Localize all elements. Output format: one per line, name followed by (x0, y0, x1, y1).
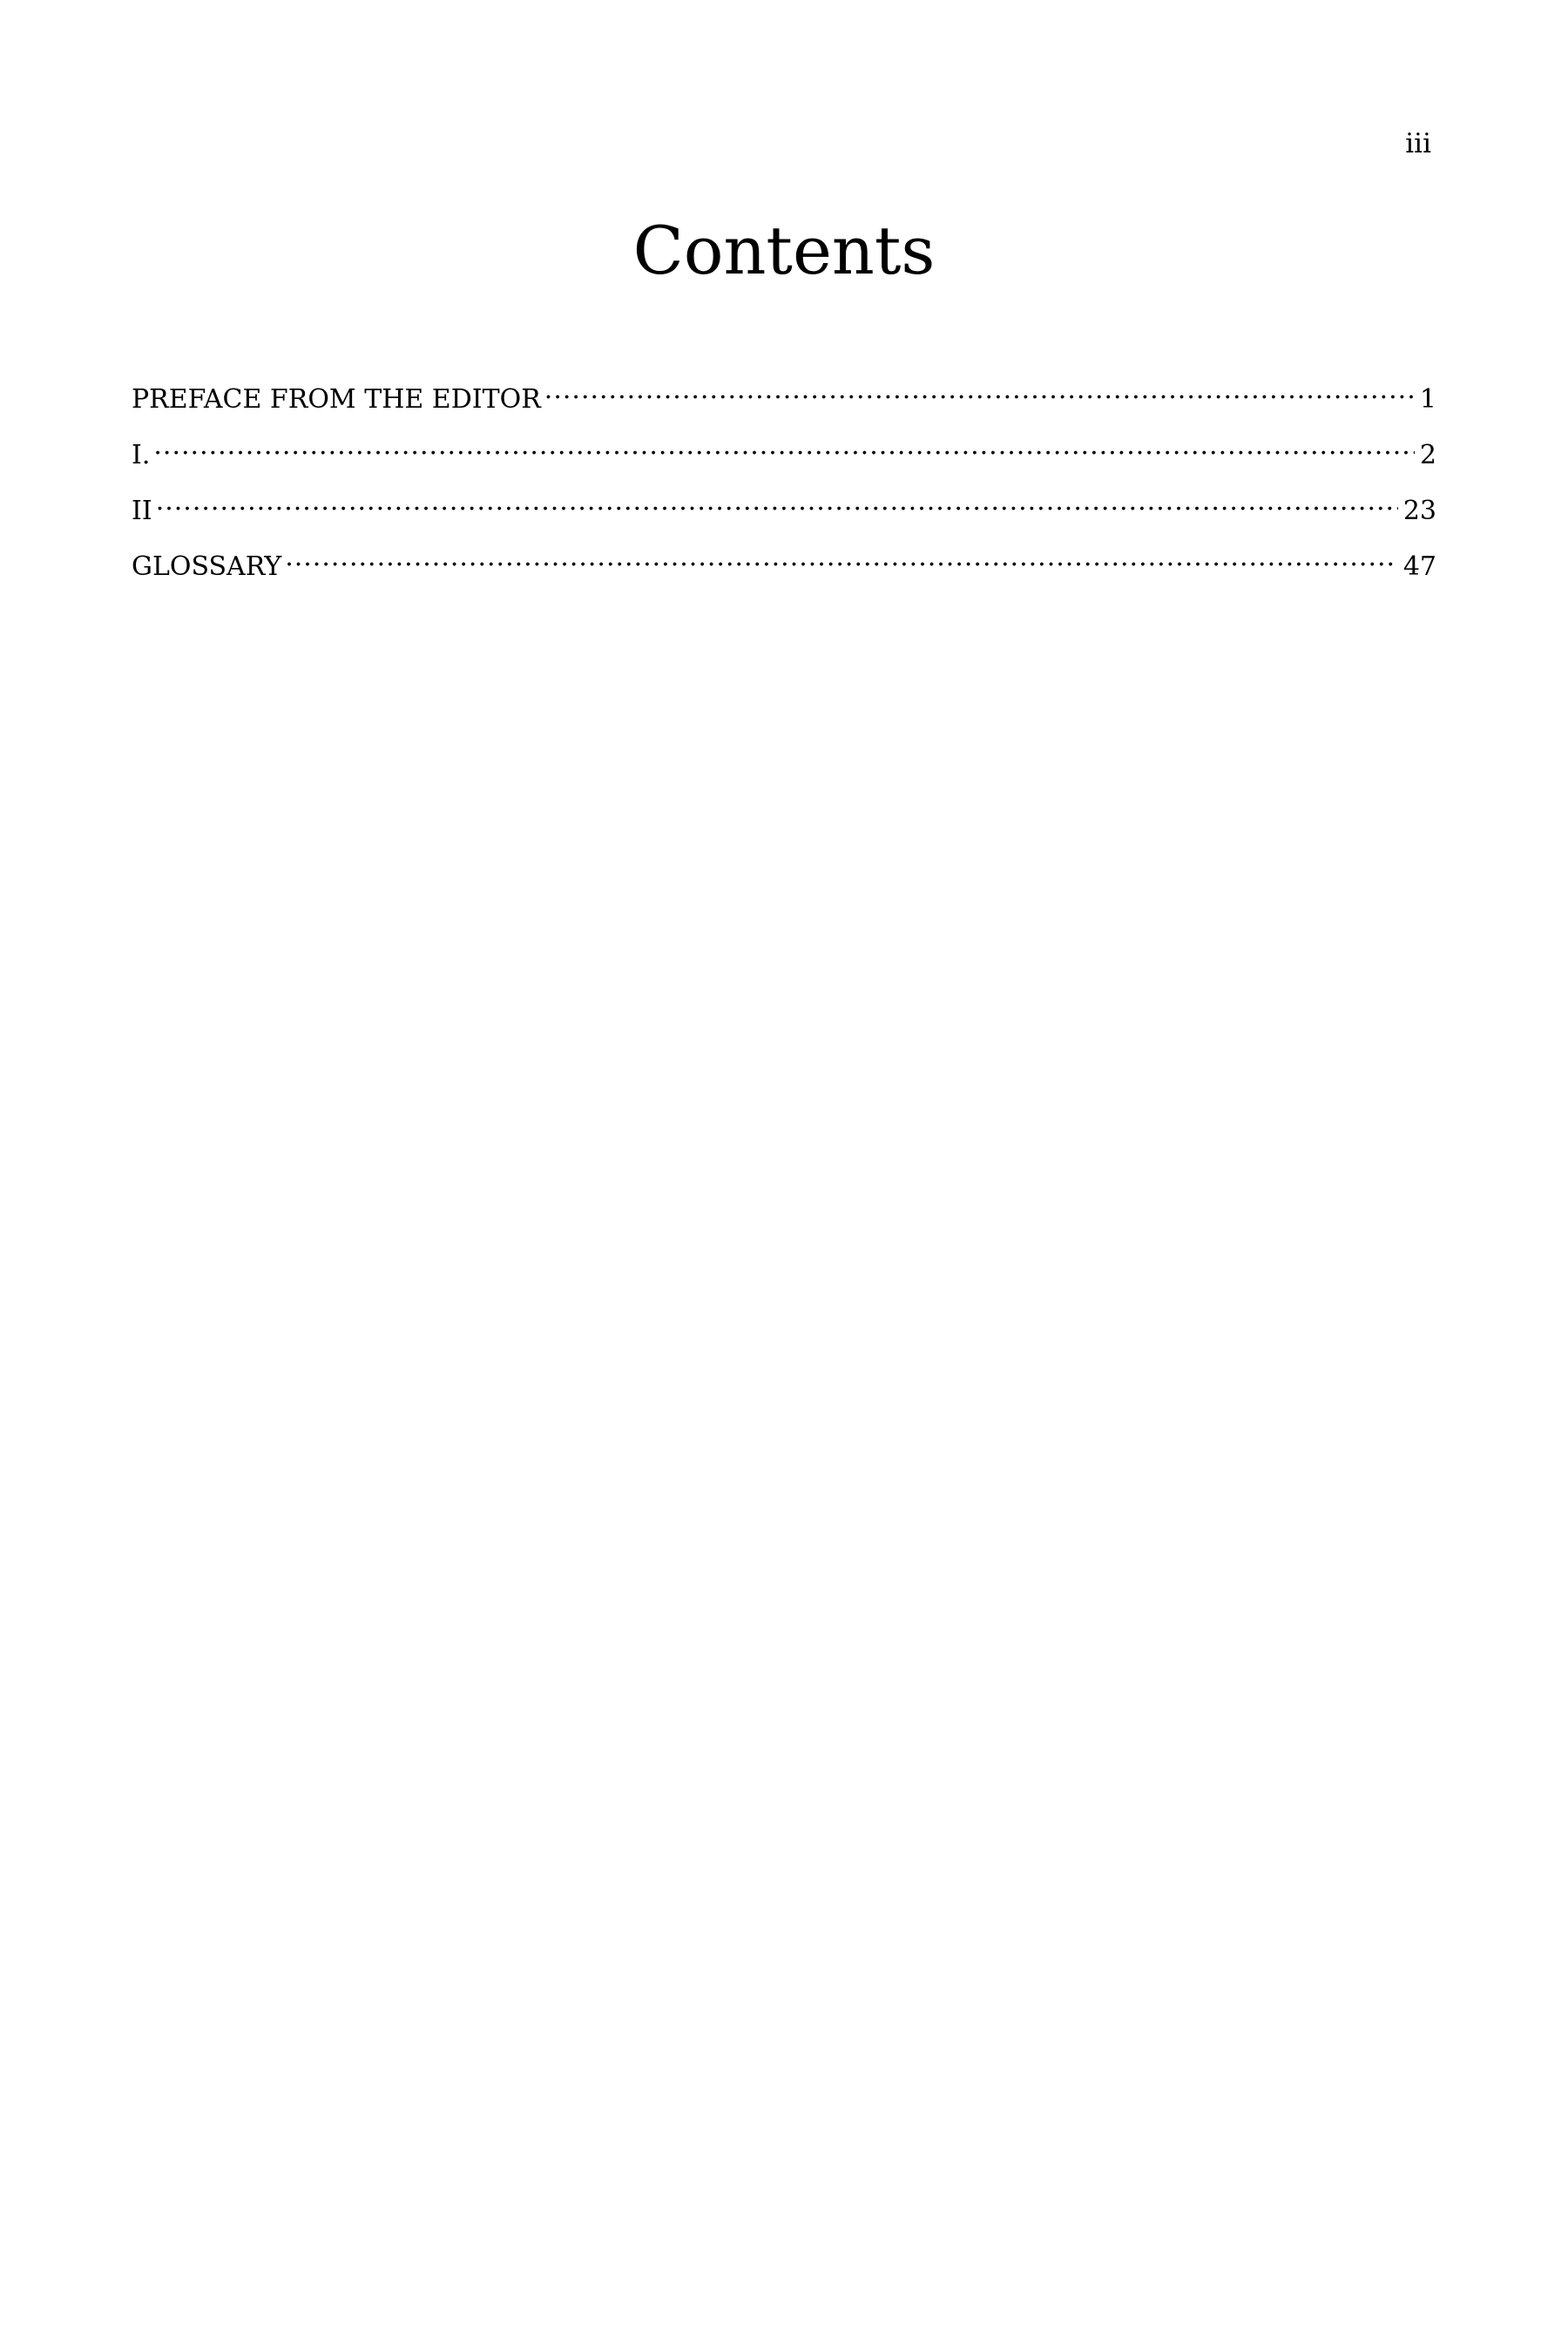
toc-entry-page: 2 (1419, 440, 1436, 470)
toc-entry-page: 23 (1402, 496, 1436, 526)
toc-dot-leader (153, 429, 1415, 463)
toc-entry-label: GLOSSARY (132, 551, 282, 582)
toc-entry-page: 47 (1402, 551, 1436, 582)
toc-dot-leader (156, 484, 1398, 519)
toc-entry-label: II (132, 496, 152, 526)
toc-entry-page: 1 (1419, 384, 1436, 415)
toc-dot-leader (544, 373, 1415, 408)
page-number: iii (1405, 128, 1431, 159)
page-title: Contents (632, 212, 936, 289)
toc-entry-part-one[interactable] (132, 429, 1436, 484)
toc-entry-preface[interactable] (132, 373, 1436, 429)
toc-entry-label: PREFACE FROM THE EDITOR (132, 384, 541, 415)
toc-entry-glossary[interactable] (132, 540, 1436, 596)
table-of-contents (132, 373, 1436, 596)
toc-entry-part-two[interactable] (132, 484, 1436, 540)
toc-dot-leader (285, 540, 1398, 575)
toc-entry-label: I. (132, 440, 151, 470)
